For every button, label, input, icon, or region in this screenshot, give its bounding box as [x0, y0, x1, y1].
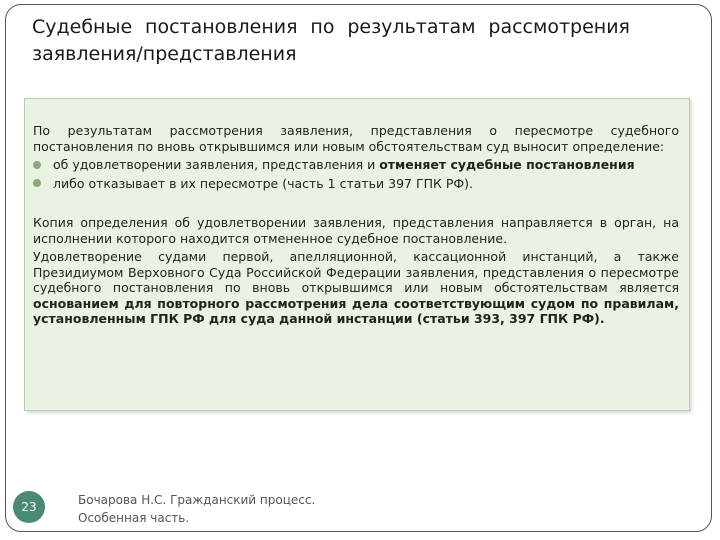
footer [78, 491, 315, 527]
footer-author: Бочарова Н.С. Гражданский процесс. [78, 493, 316, 507]
bullet-item-2 [33, 176, 679, 192]
bullet-1-plain: об удовлетворении заявления, представления и [53, 157, 380, 172]
footer-subtitle: Особенная часть. [78, 511, 190, 525]
copy-paragraph: Копия определения об удовлетворении заявления, представления направляется в орган, на исполнении которого находится отмененное судебное постановление. [33, 215, 679, 246]
title-word: по [310, 16, 335, 38]
title-line-2: заявления/представления [32, 43, 297, 65]
grounds-plain: Удовлетворение судами первой, апелляционной, кассационной инстанций, а также Президиумом Верховного Суда Российской Федерации заявления, представления о пересмотре судебного постановления по вновь открывшимся или новым обстоятельствам является [33, 249, 679, 295]
page-number-badge: 23 [13, 491, 45, 523]
title-word: Судебные [32, 16, 133, 38]
bullet-text-1 [53, 157, 635, 173]
bullet-item-1 [33, 157, 679, 173]
intro-paragraph: По результатам рассмотрения заявления, представления о пересмотре судебного постановления по вновь открывшимся или новым обстоятельствам суд выносит определение: [33, 123, 679, 154]
slide-content [33, 123, 679, 327]
slide-title [32, 14, 630, 68]
title-line-1 [32, 14, 630, 41]
title-word: постановления [145, 16, 298, 38]
grounds-bold: основанием для повторного рассмотрения дела соответствующим судом по правилам, установленным ГПК РФ для суда данной инстанции (статьи 393, 397 ГПК РФ). [33, 295, 679, 326]
bullet-1-bold: отменяет судебные постановления [379, 157, 635, 172]
bullet-icon [33, 179, 41, 187]
grounds-paragraph [33, 249, 679, 327]
bullet-icon [33, 161, 41, 169]
title-word: рассмотрения [488, 16, 630, 38]
title-word: результатам [347, 16, 476, 38]
bullet-text-2: либо отказывает в их пересмотре (часть 1 статьи 397 ГПК РФ). [53, 175, 473, 191]
